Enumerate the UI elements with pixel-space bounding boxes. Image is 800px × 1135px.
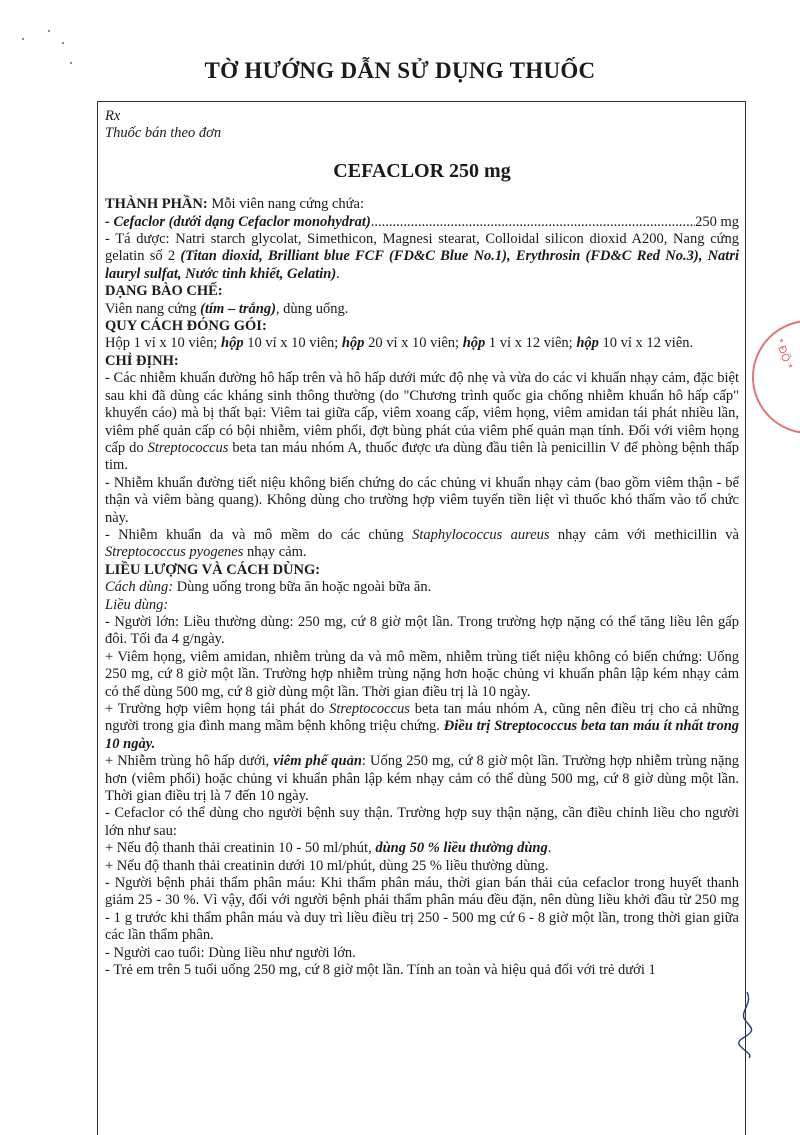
- scan-speck: [62, 42, 64, 44]
- excipients-end: .: [336, 265, 340, 282]
- dose-strep: [105, 701, 739, 753]
- text-run: + Nếu độ thanh thải creatinin 10 - 50 ml/phút,: [105, 840, 376, 857]
- dose-dialysis: - Người bệnh phải thẩm phân máu: Khi thẩm phân máu, thời gian bán thải của cefaclor trong huyết thanh giảm 25 - 30 %. Vì vậy, đối với người bệnh phải thẩm phân máu đều đặn, nên dùng liều khởi đầu từ 250 mg - 1 g trước khi thẩm phân máu và duy trì liều điều trị 250 - 500 mg cứ 6 - 8 giờ một lần, trong thời gian giữa các lần thẩm phân.: [105, 875, 739, 944]
- pack-part: 10 vỉ x 12 viên.: [598, 335, 694, 352]
- dose-adult: - Người lớn: Liều thường dùng: 250 mg, cứ 8 giờ một lần. Trong trường hợp nặng có thể tăng liều lên gấp đôi. Tối đa 4 g/ngày.: [105, 613, 739, 648]
- dot-leader: [371, 214, 695, 231]
- leaflet-frame: [97, 101, 746, 1135]
- dosage-form-color: (tím – trắng): [200, 300, 276, 317]
- indication-skin: [105, 527, 739, 562]
- active-amount: 250 mg: [695, 213, 739, 230]
- packaging-text: [105, 335, 739, 352]
- red-stamp: [752, 320, 800, 434]
- text-run: nhạy cảm.: [243, 544, 307, 561]
- text-run: dùng 50 % liều thường dùng: [375, 840, 548, 857]
- composition-intro-text: Mỗi viên nang cứng chứa:: [207, 196, 364, 213]
- document-title: TỜ HƯỚNG DẪN SỬ DỤNG THUỐC: [204, 58, 596, 83]
- pack-part: 1 vỉ x 12 viên;: [485, 335, 577, 352]
- text-run: Điều trị Streptococcus beta tan máu ít nhất trong 10 ngày.: [105, 718, 740, 752]
- text-run: + Trường hợp viêm họng tái phát do: [105, 701, 330, 717]
- dose-throat: + Viêm họng, viêm amidan, nhiễm trùng da và mô mềm, nhiễm trùng tiết niệu không có biến chứng: Uống 250 mg, cứ 8 giờ một lần. Trường hợp nhiễm trùng nặng hơn hoặc chủng vi khuẩn phân lập kém nhạy cảm có thể dùng 500 mg, cứ 8 giờ dùng một lần. Thời gian điều trị là 10 ngày.: [105, 648, 739, 700]
- section-heading: CHỈ ĐỊNH:: [105, 352, 179, 369]
- section-heading: DẠNG BÀO CHẾ:: [105, 283, 223, 300]
- dosage-form-text: [105, 301, 739, 318]
- dosage-form-b: , dùng uống.: [275, 300, 349, 317]
- text-run: Streptococcus: [329, 701, 410, 717]
- excipients-text: - Tá dược: Natri starch glycolat, Simethicon, Magnesi stearat, Colloidal silicon dioxid A200, Nang cứng gelatin số 2: [105, 231, 739, 265]
- pack-part: 20 vỉ x 10 viên;: [364, 335, 463, 352]
- text-run: nhạy cảm với methicillin và: [549, 526, 739, 543]
- text-run: : Uống 250 mg, cứ 8 giờ một lần. Trường hợp nhiễm trùng nặng hơn (viêm phổi) hoặc chủng vi khuẩn phân lập kém nhạy cảm có thể dùng 500 mg, cứ 8 giờ dùng một lần. Thời gian điều trị là 7 đến 10 ngày.: [105, 753, 739, 805]
- section-heading: THÀNH PHẦN:: [105, 196, 208, 213]
- text-run: - Nhiễm khuẩn da và mô mềm do các chủng: [105, 526, 413, 543]
- text-run: .: [547, 840, 552, 857]
- pack-word: hộp: [462, 335, 486, 352]
- dose-renal: - Cefaclor có thể dùng cho người bệnh suy thận. Trường hợp suy thận nặng, cần điều chỉnh liều cho người lớn như sau:: [105, 805, 739, 839]
- drug-name: CEFACLOR 250 mg: [333, 159, 511, 182]
- text-run: Streptococcus: [147, 439, 229, 456]
- dose-children: - Trẻ em trên 5 tuổi uống 250 mg, cứ 8 giờ một lần. Tính an toàn và hiệu quả đối với trẻ dưới 1: [105, 962, 656, 979]
- pack-word: hộp: [221, 335, 244, 352]
- stamp-text: * ĐỘ *: [772, 337, 795, 371]
- usage-label: Cách dùng:: [105, 579, 174, 596]
- scan-speck: [48, 30, 50, 32]
- text-run: + Nhiễm trùng hô hấp dưới,: [105, 753, 274, 770]
- section-heading: LIỀU LƯỢNG VÀ CÁCH DÙNG:: [105, 561, 321, 578]
- dosage-form-a: Viên nang cứng: [105, 300, 201, 317]
- active-ingredient: - Cefaclor (dưới dạng Cefaclor monohydrat): [105, 213, 371, 230]
- rx-label: Rx: [105, 108, 121, 124]
- text-run: Streptococcus pyogenes: [105, 544, 244, 561]
- pack-word: hộp: [576, 335, 599, 352]
- composition-intro: [105, 196, 739, 213]
- active-ingredient-line: [105, 214, 739, 231]
- excipients: [105, 231, 739, 283]
- pack-part: 10 vỉ x 10 viên;: [243, 335, 342, 352]
- text-run: beta tan máu nhóm A, thuốc được ưa dùng đầu tiên là penicillin V để phòng bệnh thấp tim.: [105, 439, 739, 474]
- pack-part: Hộp 1 vỉ x 10 viên;: [105, 335, 221, 352]
- usage: [105, 579, 739, 596]
- excipients-capsule: (Titan dioxid, Brilliant blue FCF (FD&C Blue No.1), Erythrosin (FD&C Red No.3), Natri lauryl sulfat, Nước tinh khiết, Gelatin): [105, 248, 739, 282]
- dose-label: Liều dùng:: [105, 596, 169, 613]
- dose-crcl-2: + Nếu độ thanh thải creatinin dưới 10 ml/phút, dùng 25 % liều thường dùng.: [105, 857, 549, 874]
- dose-elderly: - Người cao tuổi: Dùng liều như người lớn.: [105, 944, 356, 961]
- dose-lower-respiratory: [105, 753, 739, 805]
- usage-text: Dùng uống trong bữa ăn hoặc ngoài bữa ăn.: [173, 579, 432, 596]
- text-run: - Các nhiễm khuẩn đường hô hấp trên và hô hấp dưới mức độ nhẹ và vừa do các vi khuẩn nhạy cảm, đặc biệt sau khi đã dùng các kháng sinh thông thường (do "Chương trình quốc gia chống nhiễm khuẩn hô hấp cấp" khuyến cáo) mà bị thất bại: Viêm tai giữa cấp, viêm xoang cấp, viêm họng, viêm amidan tái phát nhiều lần, viêm phế quản cấp có bội nhiễm, viêm phổi, đợt bùng phát của viêm phế quản mạn tính. Đối với viêm họng cấp do: [105, 370, 739, 456]
- prescription-note: Thuốc bán theo đơn: [105, 125, 222, 142]
- pack-word: hộp: [341, 335, 365, 352]
- scan-speck: [22, 38, 24, 40]
- dose-crcl-1: [105, 840, 739, 857]
- section-heading: QUY CÁCH ĐÓNG GÓI:: [105, 318, 267, 335]
- indication-urinary: - Nhiễm khuẩn đường tiết niệu không biến chứng do các chủng vi khuẩn nhạy cảm (bao gồm viêm thận - bể thận và viêm bàng quang). Không dùng cho trường hợp viêm tuyến tiền liệt vì thuốc khó thấm vào tổ chức này.: [105, 474, 739, 526]
- text-run: Staphylococcus aureus: [412, 526, 550, 543]
- text-run: viêm phế quản: [273, 753, 362, 770]
- text-run: beta tan máu nhóm A, cũng nên điều trị cho cả những người trong gia đình mang mầm bệnh không triệu chứng.: [105, 701, 739, 735]
- indication-respiratory: [105, 370, 739, 474]
